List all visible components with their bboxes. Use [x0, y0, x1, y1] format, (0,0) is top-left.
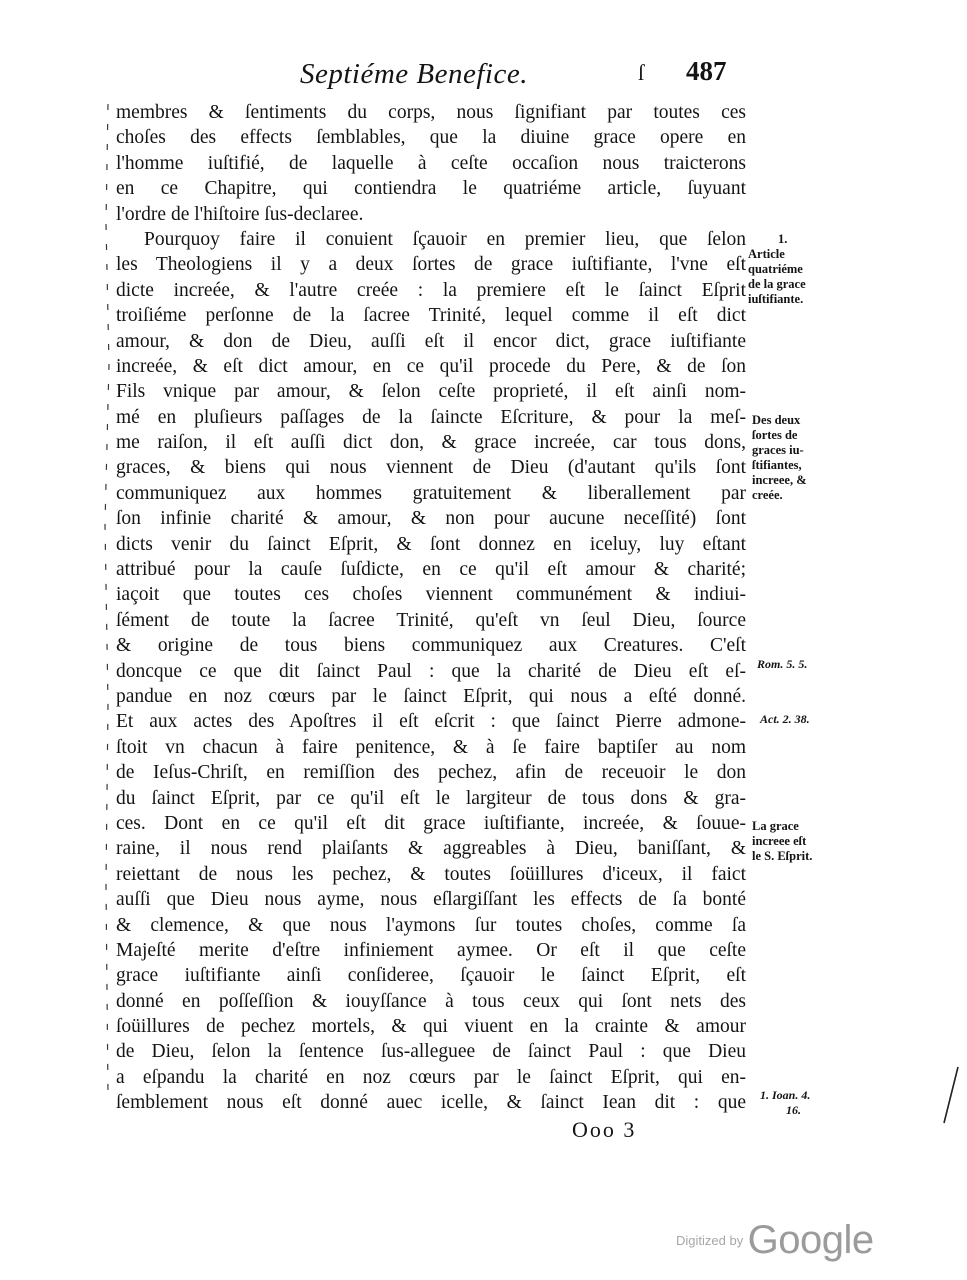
text-line: de Dieu, ſelon la ſentence ſus-alleguee de ſainct Paul : que Dieu — [116, 1041, 746, 1063]
text-line: Majeſté merite d'eſtre infiniement aymee. Or eſt il que ceſte — [116, 939, 746, 961]
margin-note-line: ſortes de — [752, 428, 798, 442]
text-line: choſes des effects ſemblables, que la diuine grace opere en — [116, 127, 746, 149]
text-line: a eſpandu la charité en noz cœurs par le ſainct Eſprit, qui en- — [116, 1066, 746, 1088]
text-line: raine, il nous rend plaiſants & aggreables à Dieu, baniſſant, & — [116, 838, 746, 860]
margin-note-line: increee, & — [752, 473, 807, 487]
text-line: en ce Chapitre, qui contiendra le quatriéme article, ſuyuant — [116, 178, 746, 200]
margin-note-line: La grace — [752, 819, 799, 833]
margin-note-line: increee eſt — [752, 834, 807, 848]
text-line: dicts venir du ſainct Eſprit, & ſont donnez en iceluy, luy eſtant — [116, 533, 746, 555]
text-line: reiettant de nous les pechez, & toutes ſoüillures d'iceux, il faict — [116, 863, 746, 885]
text-line: & clemence, & que nous l'aymons ſur toutes choſes, comme ſa — [116, 914, 746, 936]
margin-note-line: ſtifiantes, — [752, 458, 802, 472]
text-line: auſſi que Dieu nous ayme, nous eſlargiſſant les effects de ſa bonté — [116, 889, 746, 911]
running-head: Septiéme Benefice. — [300, 58, 528, 90]
margin-note-article — [748, 232, 838, 307]
signature-mark: Ooo 3 — [572, 1117, 637, 1142]
watermark-brand: Google — [747, 1218, 874, 1262]
text-line: donné en poſſeſſion & iouyſſance à tous ceux qui ſont nets des — [116, 990, 746, 1012]
text-line: Fils vnique par amour, & ſelon ceſte proprieté, il eſt ainſi nom- — [116, 381, 746, 403]
text-line: pandue en noz cœurs par le ſainct Eſprit, qui nous a eſté donné. — [116, 685, 746, 707]
gutter-shadow — [100, 104, 112, 1094]
text-line: ſoüillures de pechez mortels, & qui viuent en la crainte & amour — [116, 1016, 746, 1038]
text-line: me raiſon, il eſt auſſi dict don, & grace increée, car tous dons, — [116, 432, 746, 454]
text-line: les Theologiens il y a deux ſortes de grace iuſtifiante, l'vne eſt — [116, 254, 746, 276]
margin-note-line: iuſtifiante. — [748, 292, 804, 306]
margin-note-line: quatriéme — [748, 262, 803, 276]
text-line: ces. Dont en ce qu'il eſt dit grace iuſtifiante, increée, & ſouue- — [116, 812, 746, 834]
margin-note-line: Des deux — [752, 413, 801, 427]
text-line: Pourquoy faire il conuient ſçauoir en premier lieu, que ſelon — [144, 228, 746, 250]
text-line: du ſainct Eſprit, par ce qu'il eſt le largiteur de tous dons & gra- — [116, 787, 746, 809]
margin-ref-line: 16. — [786, 1103, 801, 1117]
text-line: increée, & eſt dict amour, en ce qu'il procede du Pere, & de ſon — [116, 355, 746, 377]
text-line: attribué pour la cauſe ſuſdicte, en ce qu'il eſt amour & charité; — [116, 559, 746, 581]
body-text — [116, 100, 746, 1116]
text-line: iaçoit que toutes ces choſes viennent communément & indiui- — [116, 584, 746, 606]
text-line: & origine de tous biens communiquez aux Creatures. C'eſt — [116, 635, 746, 657]
text-line: Et aux actes des Apoſtres il eſt eſcrit : que ſainct Pierre admone- — [116, 711, 746, 733]
text-line: dicte increée, & l'autre creée : la premiere eſt le ſainct Eſprit — [116, 279, 746, 301]
text-line: ſtoit vn chacun à faire penitence, & à ſe faire baptiſer au nom — [116, 736, 746, 758]
text-line: mé en pluſieurs paſſages de la ſaincte Eſcriture, & pour la meſ- — [116, 406, 746, 428]
margin-ref-acts: Act. 2. 38. — [760, 712, 810, 726]
text-line: grace iuſtifiante ainſi conſideree, ſçauoir le ſainct Eſprit, eſt — [116, 965, 746, 987]
margin-note-line: Article — [748, 247, 785, 261]
ink-stroke — [940, 1065, 960, 1125]
margin-note-line: de la grace — [748, 277, 806, 291]
margin-note-line: 1. — [778, 232, 788, 246]
text-line: graces, & biens qui nous viennent de Dieu (d'autant qu'ils ſont — [116, 457, 746, 479]
text-line: troiſiéme perſonne de la ſacree Trinité, lequel comme il eſt dict — [116, 305, 746, 327]
digitized-watermark — [676, 1218, 874, 1263]
text-line: de Ieſus-Chriſt, en remiſſion des pechez, afin de receuoir le don — [116, 762, 746, 784]
margin-note-line: le S. Eſprit. — [752, 849, 813, 863]
watermark-prefix: Digitized by — [676, 1233, 744, 1248]
margin-ref-romans: Rom. 5. 5. — [757, 657, 808, 671]
printer-mark: ſ — [638, 60, 645, 85]
text-line: doncque ce que dit ſainct Paul : que la charité de Dieu eſt eſ- — [116, 660, 746, 682]
text-line: l'homme iuſtifié, de laquelle à ceſte occaſion nous traicterons — [116, 152, 746, 174]
margin-ref-john — [760, 1088, 810, 1118]
text-line: ſon infinie charité & amour, & non pour aucune neceſſité) ſont — [116, 508, 746, 530]
margin-note-two-graces — [752, 413, 842, 503]
text-line: ſément de toute la ſacree Trinité, qu'eſt vn ſeul Dieu, ſource — [116, 609, 746, 631]
margin-note-holy-spirit — [752, 819, 842, 864]
text-line: l'ordre de l'hiſtoire ſus-declaree. — [116, 203, 364, 225]
text-line: membres & ſentiments du corps, nous ſignifiant par toutes ces — [116, 102, 746, 123]
margin-ref-line: 1. Ioan. 4. — [760, 1088, 811, 1102]
margin-note-line: creée. — [752, 488, 783, 502]
text-line: amour, & don de Dieu, auſſi eſt il encor dict, grace iuſtifiante — [116, 330, 746, 352]
margin-note-line: graces iu- — [752, 443, 804, 457]
text-line: communiquez aux hommes gratuitement & liberallement par — [116, 482, 746, 504]
text-line: ſemblement nous eſt donné auec icelle, & ſainct Iean dit : que — [116, 1092, 746, 1114]
page-number: 487 — [686, 56, 727, 86]
